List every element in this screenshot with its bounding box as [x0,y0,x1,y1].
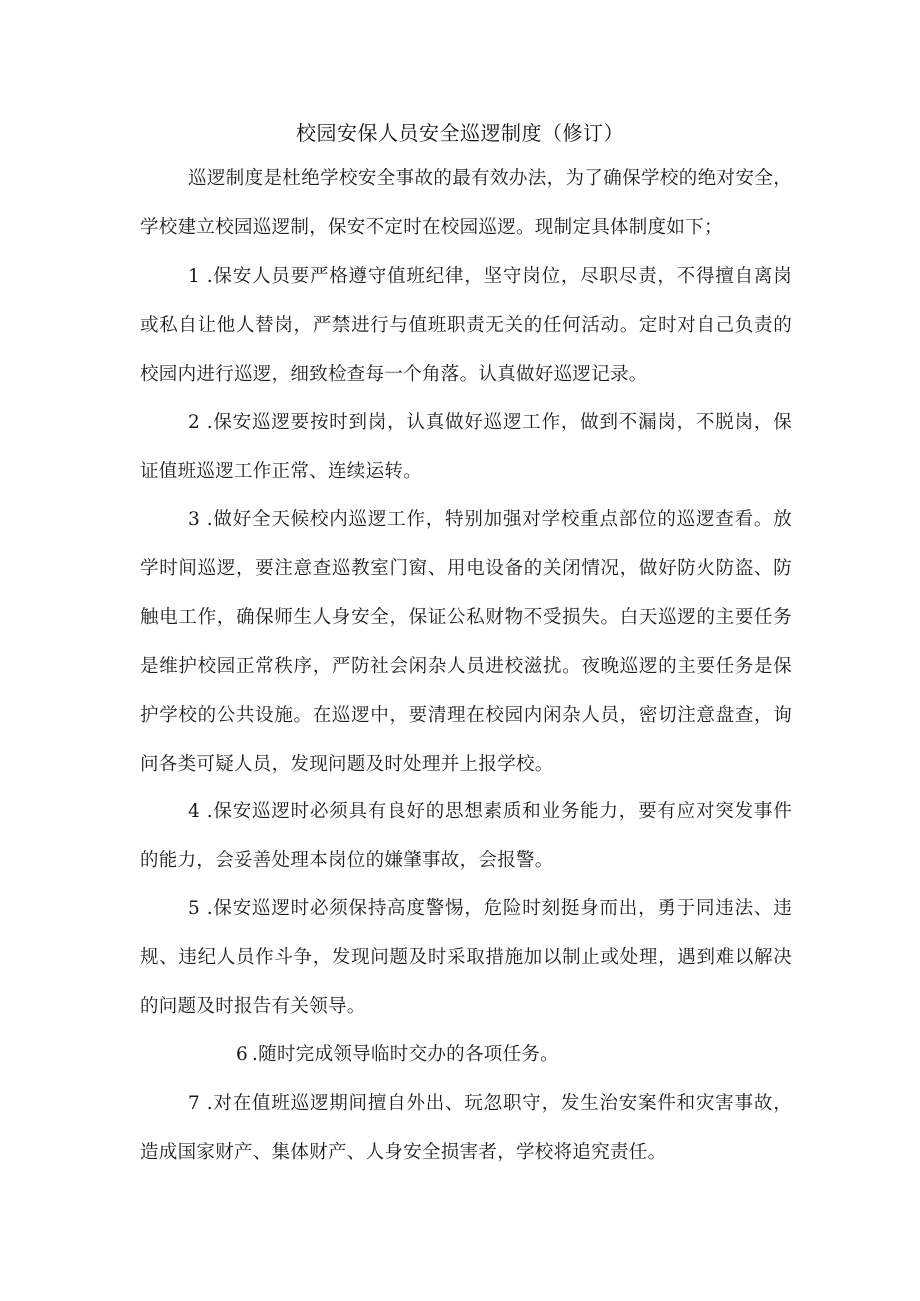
rule-item-6-text: .随时完成领导临时交办的各项任务。 [252,1044,559,1065]
rule-item-5: 5 .保安巡逻时必须保持高度警惕，危险时刻挺身而出，勇于同违法、违规、违纪人员作斗争，发现问题及时采取措施加以制止或处理，遇到难以解决的问题及时报告有关领导。 [140,898,792,1017]
rule-item-4: 4 .保安巡逻时必须具有良好的思想素质和业务能力，要有应对突发事件的能力，会妥善处理本岗位的嫌肇事故，会报警。 [140,801,792,871]
document-title: 校园安保人员安全巡逻制度（修订） [296,121,624,145]
rule-item-7: 7 .对在值班巡逻期间擅自外出、玩忽职守，发生治安案件和灾害事故，造成国家财产、集体财产、人身安全损害者，学校将追究责任。 [140,1093,792,1163]
rule-item-6-number: 6 [236,1044,249,1065]
rule-item-1: 1 .保安人员要严格遵守值班纪律，坚守岗位，尽职尽责，不得擅自离岗或私自让他人替岗，严禁进行与值班职责无关的任何活动。定时对自己负责的校园内进行巡逻，细致检查每一个角落。认真做好巡逻记录。 [140,266,792,385]
rule-item-3: 3 .做好全天候校内巡逻工作，特别加强对学校重点部位的巡逻查看。放学时间巡逻，要注意查巡教室门窗、用电设备的关闭情况，做好防火防盗、防触电工作，确保师生人身安全，保证公私财物不受损失。白天巡逻的主要任务是维护校园正常秩序，严防社会闲杂人员进校滋扰。夜晚巡逻的主要任务是保护学校的公共设施。在巡逻中，要清理在校园内闲杂人员，密切注意盘查，询问各类可疑人员，发现问题及时处理并上报学校。 [140,509,792,775]
rule-item-2: 2 .保安巡逻要按时到岗，认真做好巡逻工作，做到不漏岗，不脱岗，保证值班巡逻工作正常、连续运转。 [140,412,792,482]
intro-paragraph: 巡逻制度是杜绝学校安全事故的最有效办法，为了确保学校的绝对安全，学校建立校园巡逻制，保安不定时在校园巡逻。现制定具体制度如下； [140,168,792,238]
rule-item-6 [140,1030,792,1079]
